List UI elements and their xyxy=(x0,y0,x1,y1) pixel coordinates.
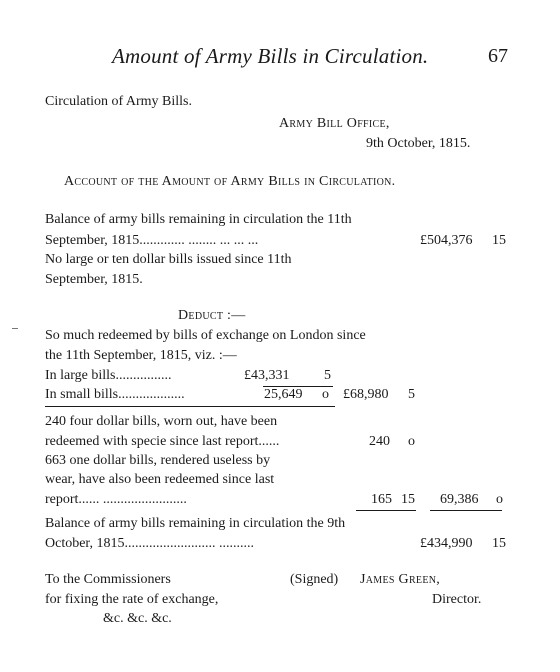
section-rule xyxy=(45,406,335,407)
final-balance-line2: October, 1815.......................... .......... xyxy=(45,536,255,551)
one-dollar-line1: 663 one dollar bills, rendered useless by xyxy=(45,453,271,468)
page-number: 67 xyxy=(488,45,508,67)
deduct-rule-left xyxy=(356,510,416,511)
large-bills-amount: £43,331 xyxy=(244,368,290,383)
deduct-heading: Deduct :— xyxy=(178,308,246,323)
signer-title: Director. xyxy=(432,592,482,607)
balance-cents: 15 xyxy=(492,233,506,248)
small-bills-total-cents: 5 xyxy=(408,387,415,402)
redeemed-line2: the 11th September, 1815, viz. :— xyxy=(45,348,237,363)
signer-name: James Green, xyxy=(360,572,441,587)
one-dollar-amount: 165 xyxy=(371,492,392,507)
subtotal-rule xyxy=(263,386,333,387)
small-bills-amount: 25,649 xyxy=(264,387,303,402)
margin-mark xyxy=(12,328,18,329)
one-dollar-line3: report...... ........................ xyxy=(45,492,187,507)
no-large-line1: No large or ten dollar bills issued since 11th xyxy=(45,252,292,267)
one-dollar-line2: wear, have also been redeemed since last xyxy=(45,472,275,487)
running-header-title: Amount of Army Bills in Circulation. xyxy=(112,44,429,68)
final-balance-line1: Balance of army bills remaining in circulation the 9th xyxy=(45,516,346,531)
four-dollar-line1: 240 four dollar bills, worn out, have been xyxy=(45,414,278,429)
office-heading: Army Bill Office, xyxy=(279,116,390,131)
balance-text-line2: September, 1815............. ........ ... ... ... xyxy=(45,233,259,248)
final-balance-amount: £434,990 xyxy=(420,536,473,551)
four-dollar-cents: o xyxy=(408,434,415,449)
small-bills-cents: o xyxy=(322,387,329,402)
four-dollar-line2: redeemed with specie since last report...... xyxy=(45,434,280,449)
no-large-line2: September, 1815. xyxy=(45,272,143,287)
large-bills-cents: 5 xyxy=(324,368,331,383)
small-bills-label: In small bills................... xyxy=(45,387,185,402)
balance-amount: £504,376 xyxy=(420,233,473,248)
redeemed-line1: So much redeemed by bills of exchange on London since xyxy=(45,328,366,343)
caption: Circulation of Army Bills. xyxy=(45,94,192,109)
addressee-line3: &c. &c. &c. xyxy=(103,611,172,626)
signed-label: (Signed) xyxy=(290,572,339,587)
deduct-rule-right xyxy=(430,510,502,511)
addressee-line2: for fixing the rate of exchange, xyxy=(45,592,219,607)
small-bills-total: £68,980 xyxy=(343,387,389,402)
office-date: 9th October, 1815. xyxy=(366,136,471,151)
deduct-total-cents: o xyxy=(496,492,503,507)
four-dollar-amount: 240 xyxy=(369,434,390,449)
large-bills-label: In large bills................ xyxy=(45,368,172,383)
account-title: Account of the Amount of Army Bills in Circulation. xyxy=(64,174,396,189)
addressee-line1: To the Commissioners xyxy=(45,572,171,587)
final-balance-cents: 15 xyxy=(492,536,506,551)
one-dollar-cents: 15 xyxy=(401,492,415,507)
deduct-total: 69,386 xyxy=(440,492,479,507)
balance-text-line1: Balance of army bills remaining in circulation the 11th xyxy=(45,212,352,227)
